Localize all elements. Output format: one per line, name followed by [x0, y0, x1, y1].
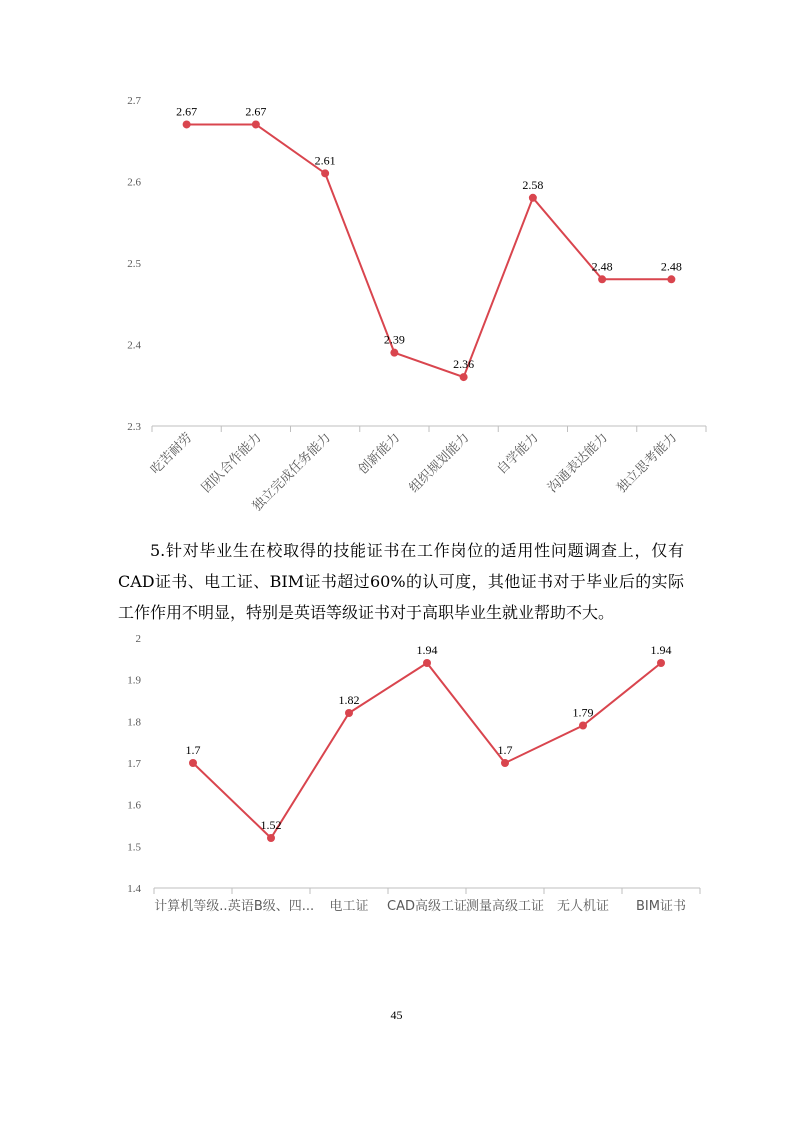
data-point	[423, 659, 431, 667]
data-label: 1.79	[572, 705, 594, 720]
data-point	[667, 275, 675, 283]
x-category-label: 独立思考能力	[614, 430, 681, 496]
data-point	[183, 120, 191, 128]
y-tick-label: 1.7	[127, 758, 141, 770]
data-label: 2.67	[176, 104, 198, 119]
data-point	[501, 759, 509, 767]
data-point	[252, 120, 260, 128]
data-point	[189, 759, 197, 767]
y-tick-label: 1.6	[127, 799, 141, 812]
data-point	[460, 373, 468, 381]
data-label: 2.36	[453, 357, 475, 372]
x-category-label: CAD高级工证	[387, 899, 467, 914]
x-category-label: 测量高级工证	[465, 899, 545, 914]
data-label: 2.67	[245, 104, 267, 119]
x-category-label: 独立完成任务能力	[249, 430, 334, 515]
x-category-label: 吃苦耐劳	[148, 430, 196, 478]
x-category-label: 团队合作能力	[198, 430, 265, 496]
x-category-label: 计算机等级...	[154, 899, 232, 914]
x-category-label: 英语B级、四...	[227, 899, 315, 914]
data-label: 2.61	[314, 153, 336, 168]
data-point	[345, 709, 353, 717]
y-tick-label: 1.4	[127, 883, 141, 895]
x-category-label: 创新能力	[355, 430, 404, 478]
y-tick-label: 2.7	[127, 95, 141, 107]
data-label: 1.94	[416, 643, 438, 657]
x-category-label: 自学能力	[494, 430, 542, 478]
data-label: 1.7	[185, 743, 201, 757]
data-label: 2.58	[522, 177, 544, 192]
y-tick-label: 1.9	[127, 674, 141, 687]
data-point	[657, 659, 665, 667]
data-point	[267, 834, 275, 842]
y-tick-label: 2.3	[127, 421, 141, 433]
x-category-label: 电工证	[329, 899, 369, 914]
x-category-label: 组织规划能力	[406, 430, 473, 496]
data-label: 1.94	[650, 643, 672, 657]
data-label: 2.48	[591, 259, 613, 274]
data-label: 1.52	[260, 818, 282, 832]
data-label: 2.39	[383, 332, 405, 347]
survey-paragraph: 5.针对毕业生在校取得的技能证书在工作岗位的适用性问题调查上，仅有CAD证书、电工证、BIM证书超过60%的认可度，其他证书对于毕业后的实际工作作用不明显，特别是英语等级证书对于高职毕业生就业帮助不大。	[118, 541, 684, 622]
y-tick-label: 2.5	[127, 258, 141, 270]
x-category-label: 无人机证	[556, 899, 610, 914]
data-point	[529, 194, 537, 202]
x-category-label: BIM证书	[636, 899, 686, 914]
series-line	[187, 124, 672, 377]
data-point	[598, 275, 606, 283]
data-point	[321, 169, 329, 177]
x-category-label: 沟通表达能力	[545, 430, 611, 496]
data-label: 1.82	[338, 693, 360, 707]
data-point	[579, 722, 587, 730]
series-line	[193, 663, 661, 838]
y-tick-label: 2	[135, 633, 141, 645]
chart-certificates	[0, 630, 793, 920]
page-number: 45	[390, 1008, 403, 1022]
data-point	[390, 349, 398, 357]
chart-abilities	[0, 0, 793, 515]
data-label: 2.48	[660, 259, 682, 274]
y-tick-label: 1.8	[127, 716, 141, 729]
y-tick-label: 1.5	[127, 841, 141, 854]
data-label: 1.7	[497, 743, 513, 757]
y-tick-label: 2.6	[127, 176, 141, 189]
y-tick-label: 2.4	[127, 339, 141, 352]
